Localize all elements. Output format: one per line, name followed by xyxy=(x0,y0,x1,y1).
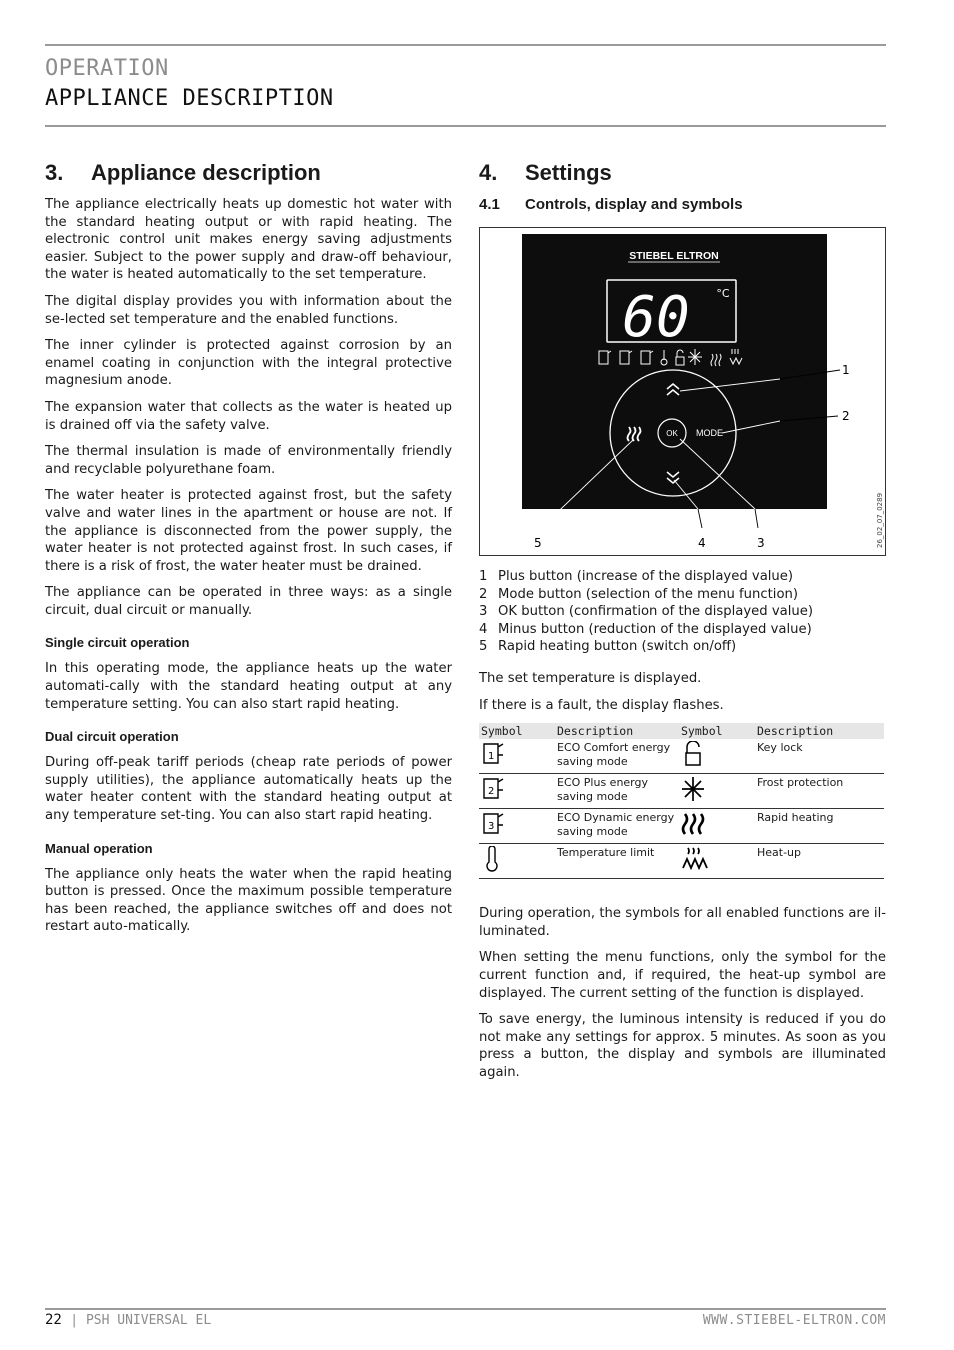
table-row: Temperature limit Heat-up xyxy=(479,844,884,879)
chapter-heading-4: 4. Settings xyxy=(479,160,612,185)
paragraph: In this operating mode, the appliance heats up the water automati-cally with the standard heating output at any temperature setting. You can also start rapid heating. xyxy=(45,661,452,712)
paragraph: If there is a fault, the display flashes. xyxy=(479,697,724,713)
table-header: Description xyxy=(755,723,884,739)
symbol-table xyxy=(479,723,884,879)
page-number: 22 xyxy=(45,1312,62,1328)
section-heading-4-1: 4.1 Controls, display and symbols xyxy=(479,196,743,213)
paragraph: During off-peak tariff periods (cheap rate periods of power supply utilities), the appliance automatically heats up the water heater content with the standard heating output at any temperature set-ting. You can also start rapid heating. xyxy=(45,755,452,824)
header-top-rule xyxy=(45,44,886,46)
paragraph: To save energy, the luminous intensity is reduced if you do not make any settings for approx. 5 minutes. As soon as you press a button, the display and symbols are illuminated again. xyxy=(479,1012,886,1080)
display-unit: °C xyxy=(716,287,730,300)
svg-text:2: 2 xyxy=(488,786,495,798)
svg-text:1: 1 xyxy=(488,751,495,763)
single-circuit-heading: Single circuit operation xyxy=(45,635,190,651)
paragraph: The inner cylinder is protected against corrosion by an enamel coating in conjunction with the integral protective magnesium anode. xyxy=(45,338,452,389)
figure-code: 26_02_07_0289 xyxy=(876,492,884,548)
section-title: OPERATION xyxy=(45,56,169,81)
table-row: 1 ECO Comfort energy saving mode Key lock xyxy=(479,739,884,774)
paragraph: The digital display provides you with information about the se-lected set temperature and the enabled functions. xyxy=(45,293,452,327)
legend-item: 1 Plus button (increase of the displayed value) xyxy=(479,569,794,584)
figure-legend xyxy=(479,568,886,656)
left-column xyxy=(45,160,452,945)
rapid-heating-icon xyxy=(681,811,709,837)
callout-1: 1 xyxy=(842,363,850,377)
legend-item: 5 Rapid heating button (switch on/off) xyxy=(479,639,737,655)
footer-url: WWW.STIEBEL-ELTRON.COM xyxy=(702,1313,886,1328)
table-row: 3 ECO Dynamic energy saving mode Rapid heating xyxy=(479,809,884,844)
callout-4: 4 xyxy=(698,536,706,550)
paragraph: The thermal insulation is made of environmentally friendly and recyclable polyurethane foam. xyxy=(45,444,452,477)
paragraph: The set temperature is displayed. xyxy=(479,670,702,686)
paragraph: The expansion water that collects as the water is heated up is drained off via the safety valve. xyxy=(45,399,452,433)
paragraph: The appliance electrically heats up domestic hot water with the standard heating output or with rapid heating. The electronic control unit makes energy saving adjustments easier. Subject to the power supply and draw-off behaviour, the water is heated automatically to the set temperature. xyxy=(45,197,452,283)
table-row: 2 ECO Plus energy saving mode Frost protection xyxy=(479,774,884,809)
manual-operation-heading: Manual operation xyxy=(45,840,153,856)
callout-3: 3 xyxy=(757,536,765,550)
callout-5: 5 xyxy=(534,536,542,550)
svg-text:3: 3 xyxy=(488,821,495,833)
chapter-heading-3: 3. Appliance description xyxy=(45,160,321,185)
table-header: Description xyxy=(555,723,679,739)
dual-circuit-heading: Dual circuit operation xyxy=(45,729,179,745)
brand-logo: STIEBEL ELTRON xyxy=(629,250,719,262)
table-header: Symbol xyxy=(479,723,555,739)
heat-up-icon xyxy=(681,846,709,872)
control-panel-figure xyxy=(479,227,886,556)
paragraph: When setting the menu functions, only the symbol for the current function and, if required, the heat-up symbol are displayed. The current setting of the function is displayed. xyxy=(479,950,886,1001)
legend-item: 4 Minus button (reduction of the displayed value) xyxy=(479,621,812,637)
footer-rule xyxy=(45,1308,886,1310)
paragraph: The water heater is protected against frost, but the safety valve and water lines in the apartment or house are not. If the appliance is disconnected from the power supply, the water heater is not protected against frost. In such cases, if there is a risk of frost, the water heater must be drained. xyxy=(45,488,452,574)
paragraph: The appliance can be operated in three ways: as a single circuit, dual circuit or manually. xyxy=(45,585,452,618)
legend-item: 2 Mode button (selection of the menu function) xyxy=(479,586,799,602)
paragraph: During operation, the symbols for all enabled functions are il-luminated. xyxy=(479,906,886,939)
legend-item: 3 OK button (confirmation of the displayed value) xyxy=(479,604,814,620)
eco-1-icon xyxy=(481,741,507,767)
display-value: 60 xyxy=(622,285,690,350)
eco-3-icon xyxy=(481,811,507,837)
table-header: Symbol xyxy=(679,723,755,739)
callout-2: 2 xyxy=(842,409,850,423)
footer-left xyxy=(45,1312,211,1328)
ok-label: OK xyxy=(666,429,678,438)
subsection-title: APPLIANCE DESCRIPTION xyxy=(45,86,334,111)
snowflake-icon xyxy=(681,776,707,802)
product-name: | PSH UNIVERSAL EL xyxy=(70,1313,212,1328)
header-bottom-rule xyxy=(45,125,886,127)
control-panel-drawing xyxy=(480,228,885,555)
lock-icon xyxy=(681,741,707,767)
eco-2-icon xyxy=(481,776,507,802)
mode-button[interactable]: MODE xyxy=(696,428,723,438)
thermometer-icon xyxy=(481,846,507,872)
right-column xyxy=(479,160,886,1091)
paragraph: The appliance only heats the water when the rapid heating button is pressed. Once the maximum possible temperature has been reached, the appliance switches off and does not restart auto-matically. xyxy=(45,866,452,935)
